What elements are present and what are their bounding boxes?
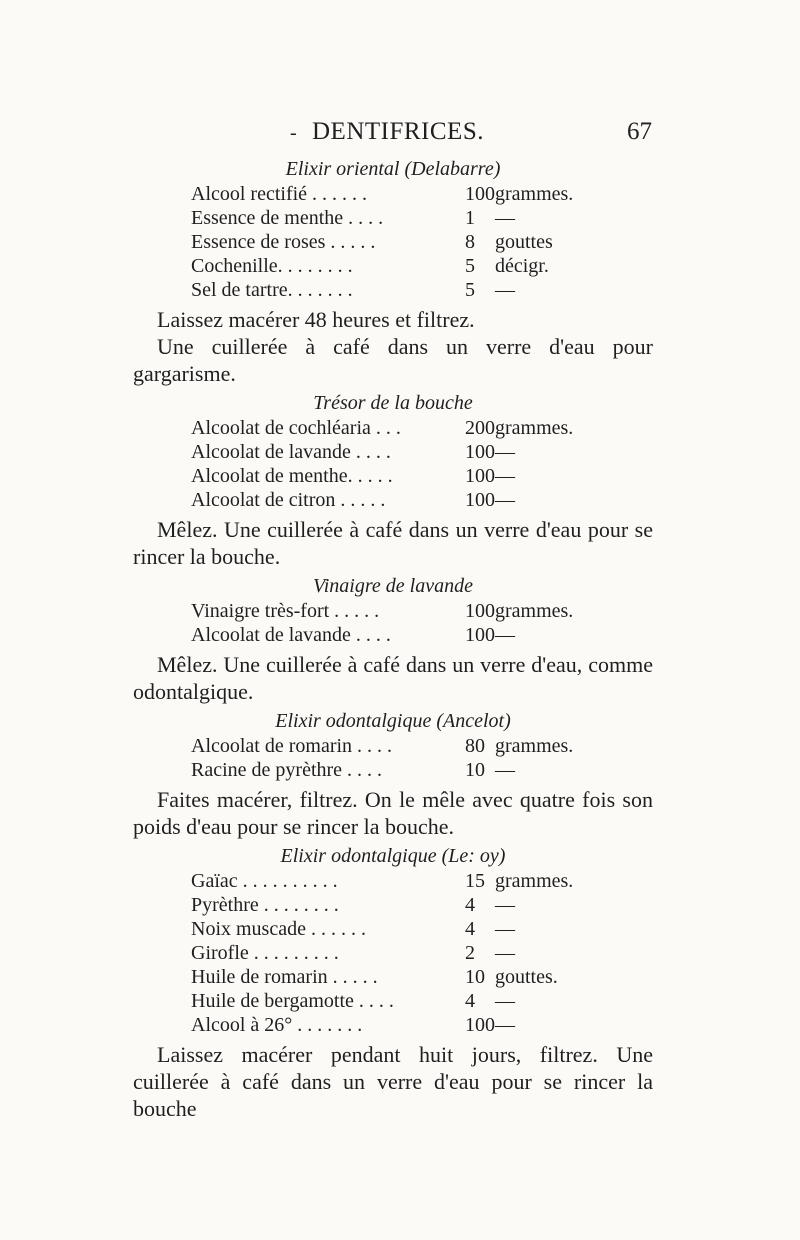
ingredient-row xyxy=(191,440,591,464)
ingredient-name: Alcool rectifié . . . . . . xyxy=(191,183,368,205)
ingredient-unit: — xyxy=(495,279,515,301)
recipe-instructions xyxy=(133,786,653,840)
ingredient-name: Gaïac . . . . . . . . . . xyxy=(191,870,338,892)
recipe-title: Elixir oriental (Delabarre) xyxy=(285,158,501,180)
ingredient-row xyxy=(191,206,591,230)
ingredient-row xyxy=(191,893,591,917)
ingredient-unit: — xyxy=(495,207,515,229)
recipe-title: Trésor de la bouche xyxy=(313,392,473,414)
ingredient-name: Alcoolat de lavande . . . . xyxy=(191,441,391,463)
ingredient-quantity: 100 xyxy=(465,465,495,487)
ingredient-name: Racine de pyrèthre . . . . xyxy=(191,759,383,781)
ingredient-unit: — xyxy=(495,894,515,916)
ingredient-name: Alcoolat de cochléaria . . . xyxy=(191,417,401,439)
ingredient-unit: grammes. xyxy=(495,600,574,622)
instruction-paragraph: Faites macérer, filtrez. On le mêle avec quatre fois son poids d'eau pour se rincer la bouche. xyxy=(133,787,653,839)
recipe-instructions xyxy=(133,1041,653,1122)
ingredient-row xyxy=(191,965,591,989)
ingredient-name: Alcoolat de lavande . . . . xyxy=(191,624,391,646)
ingredient-row xyxy=(191,254,591,278)
ingredient-unit: — xyxy=(495,441,515,463)
ingredient-quantity: 100 xyxy=(465,600,495,622)
ingredient-name: Huile de romarin . . . . . xyxy=(191,966,378,988)
ingredient-unit: — xyxy=(495,759,515,781)
ingredient-name: Noix muscade . . . . . . xyxy=(191,918,366,940)
page-number: 67 xyxy=(627,118,652,145)
recipe-instructions xyxy=(133,516,653,570)
ingredient-quantity: 100 xyxy=(465,441,495,463)
ingredient-quantity: 8 xyxy=(465,231,475,253)
ingredient-unit: — xyxy=(495,1014,515,1036)
ingredient-list xyxy=(191,734,591,782)
page-body xyxy=(133,156,653,1122)
ingredient-quantity: 1 xyxy=(465,207,475,229)
recipe-title: Elixir odontalgique (Ancelot) xyxy=(275,710,511,732)
ingredient-quantity: 5 xyxy=(465,279,475,301)
ingredient-quantity: 100 xyxy=(465,489,495,511)
ingredient-quantity: 100 xyxy=(465,624,495,646)
ingredient-unit: — xyxy=(495,624,515,646)
recipe-title: Elixir odontalgique (Le: oy) xyxy=(280,845,506,867)
instruction-paragraph: Mêlez. Une cuillerée à café dans un verre d'eau, comme odontalgique. xyxy=(133,652,653,704)
ingredient-quantity: 15 xyxy=(465,870,485,892)
ingredient-name: Essence de menthe . . . . xyxy=(191,207,384,229)
ingredient-name: Alcool à 26° . . . . . . . xyxy=(191,1014,363,1036)
ingredient-quantity: 5 xyxy=(465,255,475,277)
ingredient-name: Cochenille. . . . . . . . xyxy=(191,255,353,277)
ingredient-unit: grammes. xyxy=(495,870,574,892)
ingredient-row xyxy=(191,917,591,941)
ingredient-row xyxy=(191,989,591,1013)
ingredient-unit: gouttes. xyxy=(495,966,558,988)
ingredient-row xyxy=(191,278,591,302)
ingredient-quantity: 100 xyxy=(465,1014,495,1036)
ingredient-quantity: 4 xyxy=(465,918,475,940)
ingredient-quantity: 4 xyxy=(465,894,475,916)
ingredient-name: Alcoolat de menthe. . . . . xyxy=(191,465,393,487)
ingredient-quantity: 10 xyxy=(465,759,485,781)
ingredient-list xyxy=(191,599,591,647)
ingredient-name: Vinaigre très-fort . . . . . xyxy=(191,600,380,622)
ingredient-row xyxy=(191,734,591,758)
ingredient-unit: gouttes xyxy=(495,231,553,253)
ingredient-list xyxy=(191,869,591,1037)
ingredient-list xyxy=(191,416,591,512)
ingredient-unit: — xyxy=(495,918,515,940)
instruction-paragraph: Laissez macérer 48 heures et filtrez. xyxy=(157,307,475,332)
ingredient-row xyxy=(191,941,591,965)
ingredient-unit: grammes. xyxy=(495,735,574,757)
ingredient-quantity: 80 xyxy=(465,735,485,757)
instruction-paragraph: Mêlez. Une cuillerée à café dans un verre d'eau pour se rincer la bouche. xyxy=(133,517,653,569)
ingredient-quantity: 2 xyxy=(465,942,475,964)
ingredient-quantity: 4 xyxy=(465,990,475,1012)
ingredient-row xyxy=(191,758,591,782)
recipe-title: Vinaigre de lavande xyxy=(313,575,473,597)
ingredient-row xyxy=(191,869,591,893)
ingredient-row xyxy=(191,230,591,254)
ingredient-unit: grammes. xyxy=(495,183,574,205)
ingredient-unit: — xyxy=(495,489,515,511)
ingredient-unit: — xyxy=(495,990,515,1012)
ingredient-name: Girofle . . . . . . . . . xyxy=(191,942,339,964)
ingredient-name: Sel de tartre. . . . . . . xyxy=(191,279,353,301)
ingredient-row xyxy=(191,464,591,488)
ingredient-row xyxy=(191,599,591,623)
ingredient-unit: grammes. xyxy=(495,417,574,439)
ingredient-quantity: 200 xyxy=(465,417,495,439)
recipe-instructions xyxy=(133,306,653,387)
ingredient-quantity: 100 xyxy=(465,183,495,205)
ingredient-row xyxy=(191,416,591,440)
header-mark: - xyxy=(290,122,297,144)
ingredient-row xyxy=(191,488,591,512)
ingredient-unit: — xyxy=(495,465,515,487)
instruction-paragraph: Une cuillerée à café dans un verre d'eau pour gargarisme. xyxy=(133,334,653,386)
ingredient-row xyxy=(191,1013,591,1037)
ingredient-name: Alcoolat de citron . . . . . xyxy=(191,489,386,511)
ingredient-row xyxy=(191,182,591,206)
running-title: DENTIFRICES. xyxy=(312,118,484,145)
ingredient-name: Huile de bergamotte . . . . xyxy=(191,990,394,1012)
ingredient-quantity: 10 xyxy=(465,966,485,988)
running-header xyxy=(290,118,652,154)
ingredient-name: Essence de roses . . . . . xyxy=(191,231,376,253)
ingredient-row xyxy=(191,623,591,647)
ingredient-list xyxy=(191,182,591,302)
recipe-instructions xyxy=(133,651,653,705)
instruction-paragraph: Laissez macérer pendant huit jours, filtrez. Une cuillerée à café dans un verre d'eau pour se rincer la bouche xyxy=(133,1042,653,1121)
ingredient-unit: décigr. xyxy=(495,255,549,277)
ingredient-unit: — xyxy=(495,942,515,964)
ingredient-name: Pyrèthre . . . . . . . . xyxy=(191,894,339,916)
ingredient-name: Alcoolat de romarin . . . . xyxy=(191,735,393,757)
